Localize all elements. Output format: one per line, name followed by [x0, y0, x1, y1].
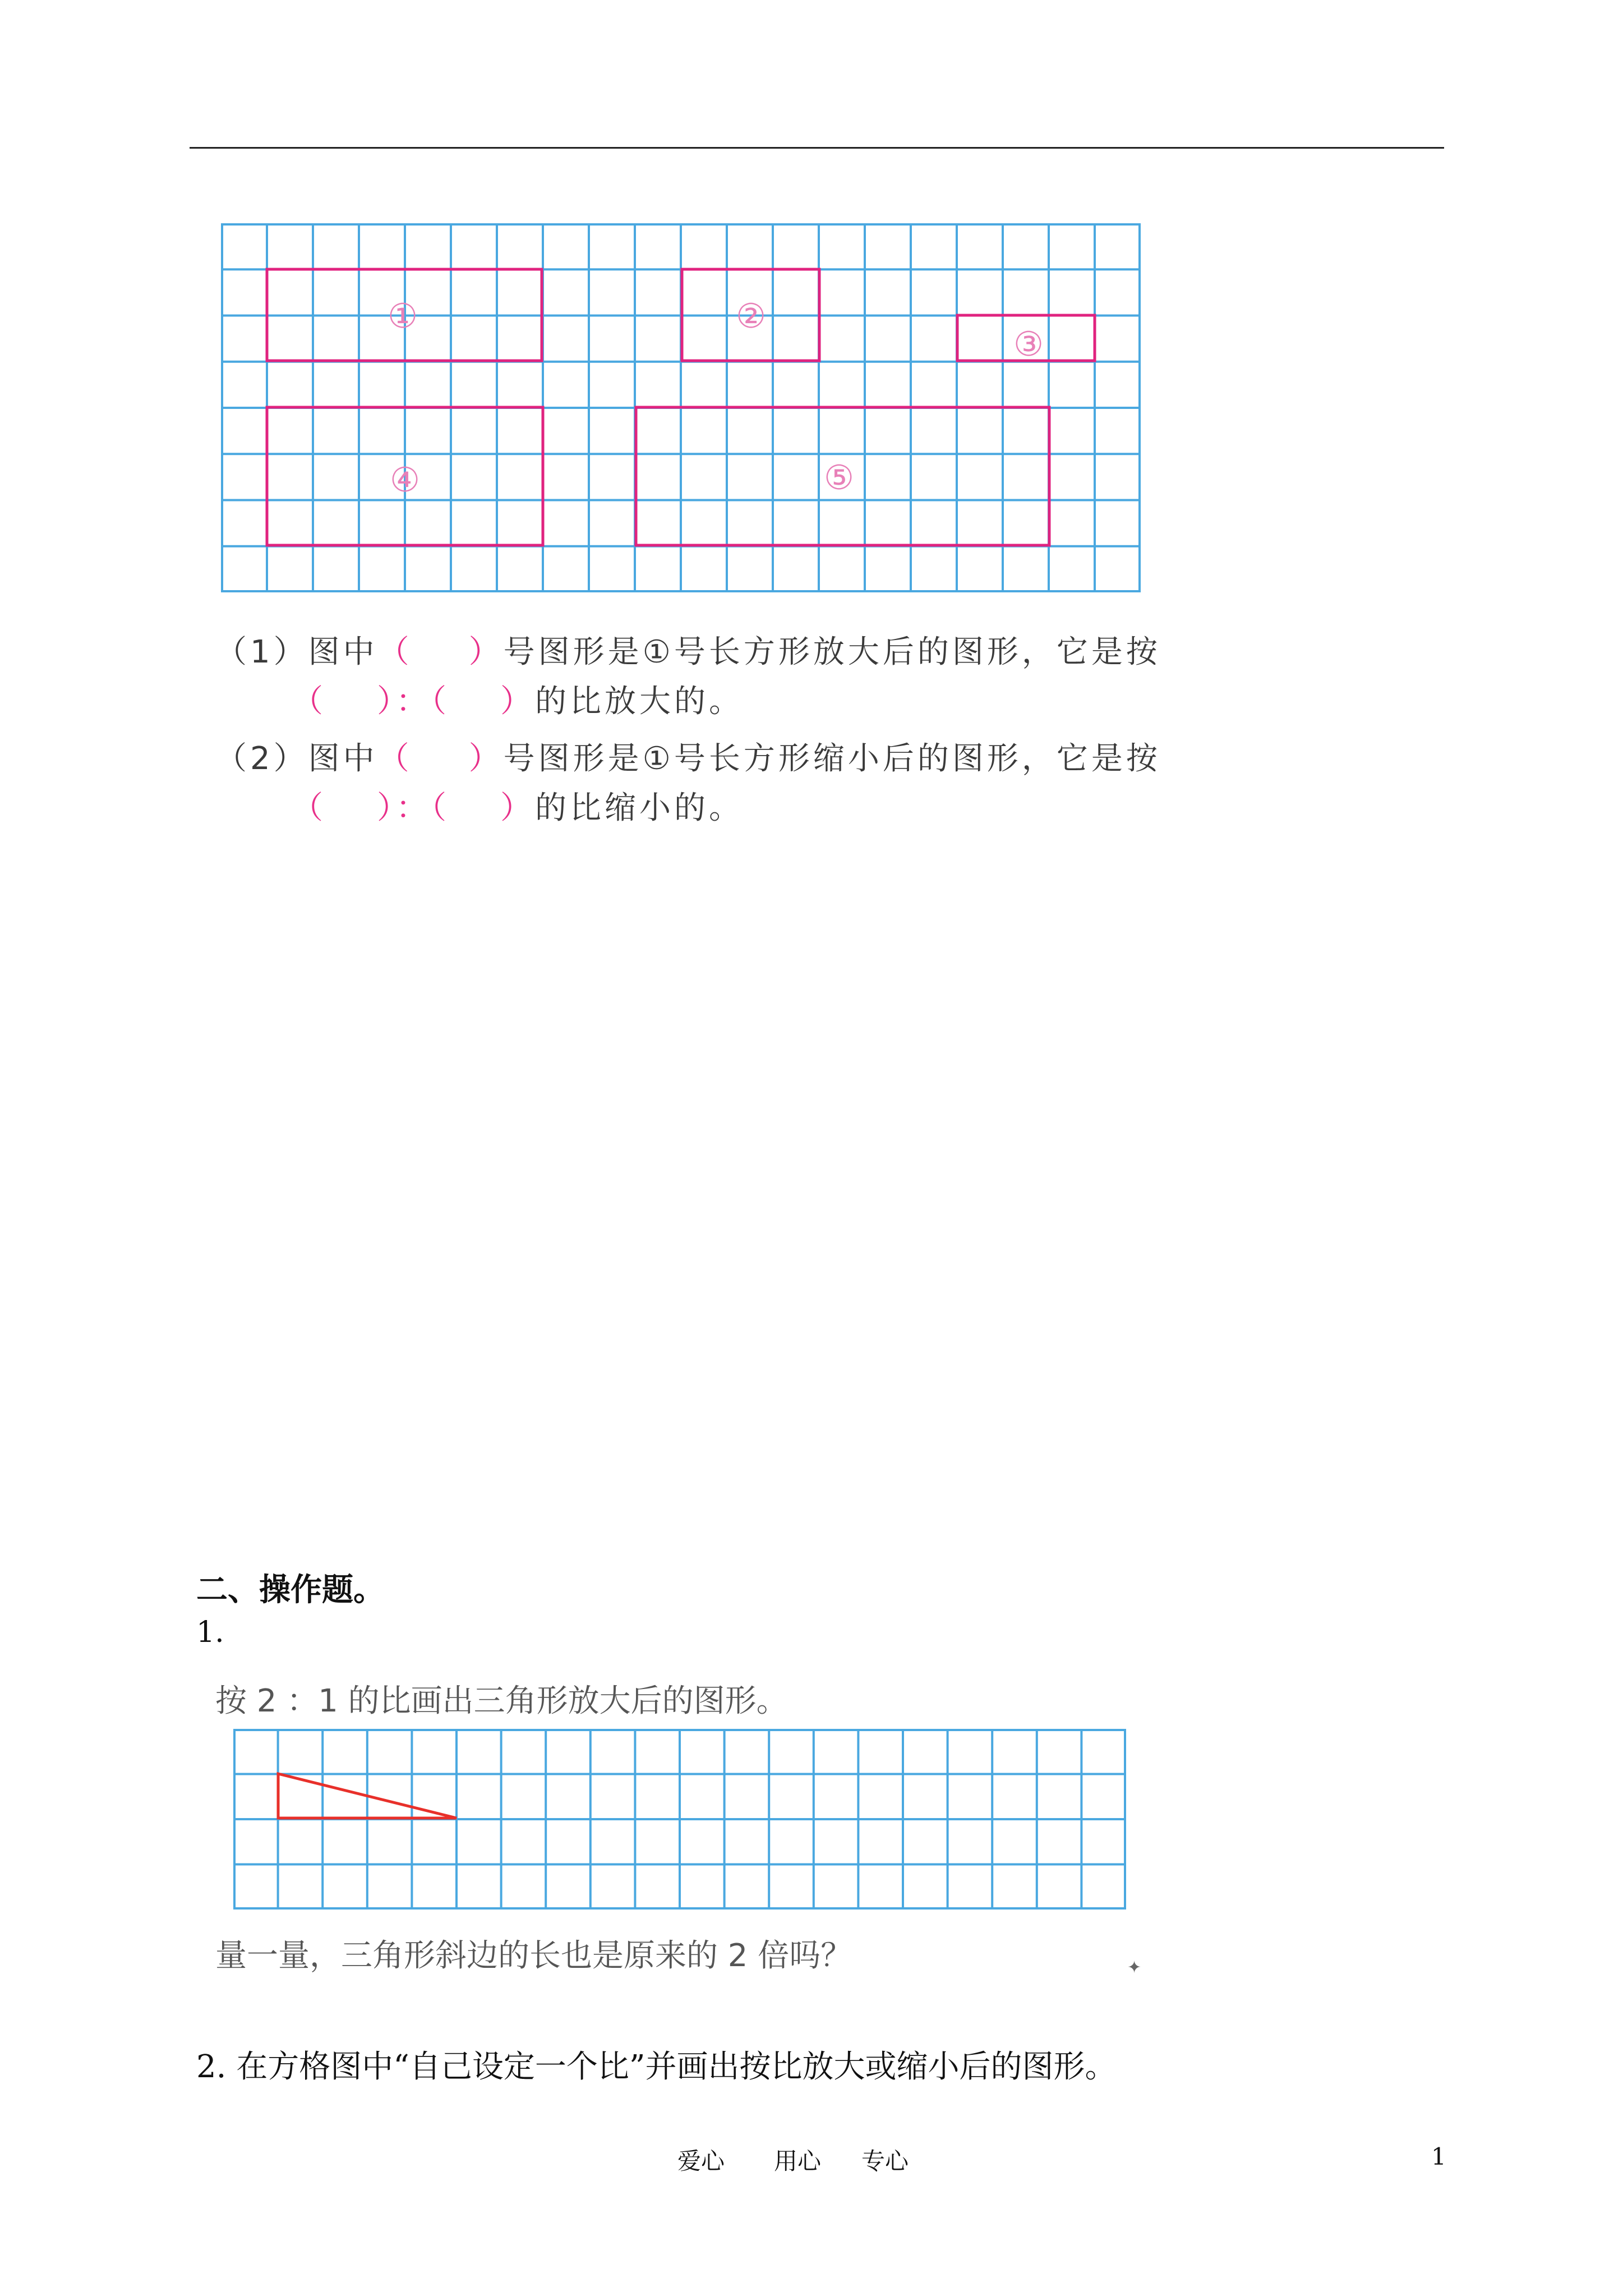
ratio-close: ） [500, 790, 535, 826]
marker-dot: ✦ [1127, 1958, 1142, 1977]
header-rule [190, 147, 1444, 149]
question-text: 号图形是①号长方形放大后的图形，它是按 [503, 634, 1161, 670]
question-prefix: 图中 [308, 740, 378, 777]
ratio-separator: ）：（ [377, 683, 450, 720]
question-number: （2） [215, 740, 308, 777]
label-4: ④ [390, 461, 420, 500]
ratio-open: （ [292, 683, 326, 720]
footer-left: 爱心 [677, 2147, 725, 2175]
label-2: ② [736, 297, 766, 336]
item-1-question: 量一量，三角形斜边的长也是原来的 2 倍吗？ [215, 1938, 852, 1974]
label-3: ③ [1013, 325, 1044, 364]
ratio-separator: ）：（ [377, 790, 450, 826]
blank-close: ） [468, 634, 504, 670]
label-5: ⑤ [824, 458, 854, 498]
section-title: 二、操作题。 [196, 1571, 385, 1608]
blank-open: （ [377, 740, 413, 777]
item-1-number: 1. [196, 1616, 224, 1649]
ratio-close: ） [500, 683, 535, 720]
question-number: （1） [215, 634, 308, 670]
question-2-line-1 [215, 734, 1161, 779]
question-2-line-2 [292, 783, 744, 828]
footer-right: 专心 [861, 2147, 909, 2175]
triangle-grid-figure [233, 1729, 1126, 1910]
label-1: ① [388, 297, 418, 336]
footer-middle: 用心 [774, 2147, 822, 2175]
page-number: 1 [1431, 2143, 1446, 2170]
question-tail: 的比放大的。 [535, 683, 744, 720]
ratio-open: （ [292, 790, 326, 826]
question-1-line-1 [215, 627, 1161, 672]
question-text: 号图形是①号长方形缩小后的图形，它是按 [503, 740, 1161, 777]
question-prefix: 图中 [308, 634, 378, 670]
item-2-text: 2. 在方格图中“自己设定一个比”并画出按比放大或缩小后的图形。 [196, 2049, 1117, 2085]
question-tail: 的比缩小的。 [535, 790, 744, 826]
item-1-instruction: 按 2 ：1 的比画出三角形放大后的图形。 [215, 1683, 788, 1719]
blank-open: （ [377, 634, 413, 670]
question-1-line-2 [292, 677, 744, 721]
blank-close: ） [468, 740, 504, 777]
rectangle-grid-figure [221, 223, 1141, 592]
